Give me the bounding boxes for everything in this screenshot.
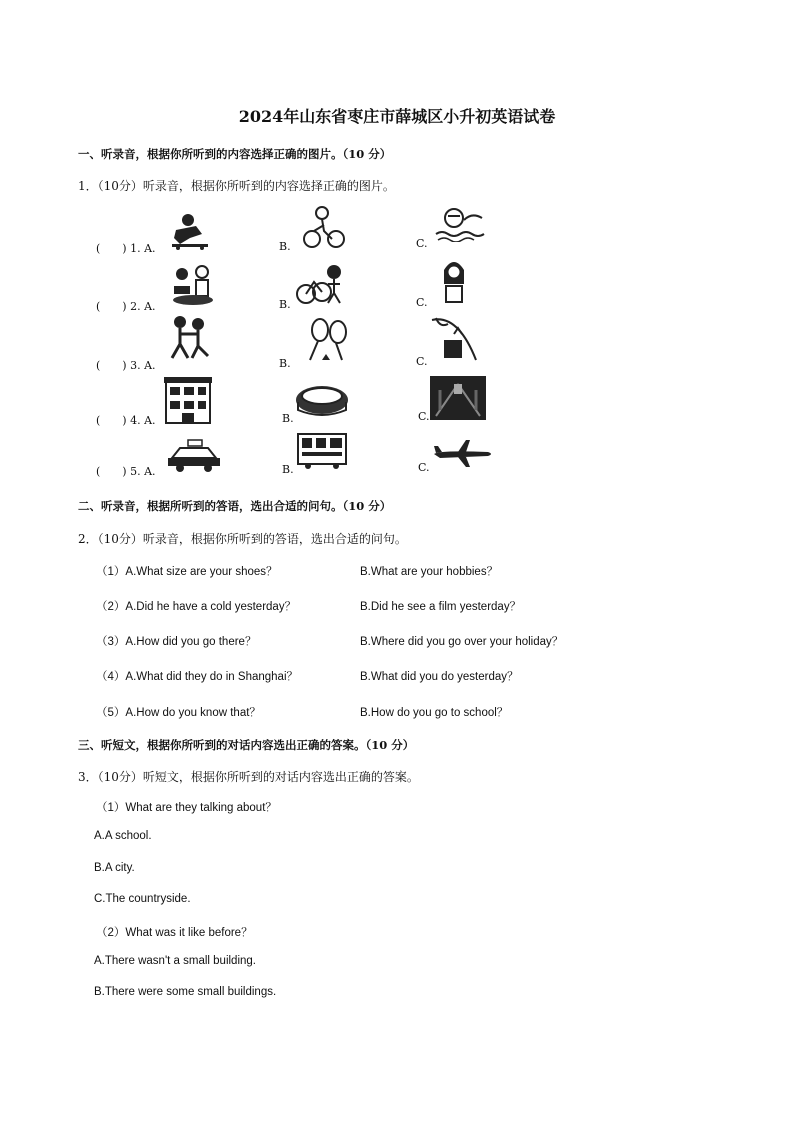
- row-4-option-c: C.: [418, 410, 430, 423]
- q2-item-3-option-b: B.Where did you go over your holiday？: [360, 636, 564, 648]
- q3-sub-1-option-a: A.A school.: [94, 830, 152, 842]
- row-4-option-b: B.: [282, 412, 294, 425]
- section-1-heading: 一、听录音，根据你所听到的内容选择正确的图片。（10 分）: [78, 147, 392, 161]
- q2-item-5-option-b: B.How do you go to school？: [360, 707, 509, 719]
- section-2-heading: 二、听录音，根据所听到的答语，选出合适的问句。（10 分）: [78, 499, 392, 513]
- bus-icon: [296, 432, 348, 470]
- swimmer-icon: [434, 206, 490, 242]
- row-2-option-b: B.: [279, 298, 291, 311]
- q2-item-4-option-b: B.What did you do yesterday？: [360, 671, 519, 683]
- boy-with-bicycle-icon: [294, 262, 346, 306]
- q2-item-2-option-b: B.Did he see a film yesterday？: [360, 601, 522, 613]
- dancing-children-icon: [164, 314, 212, 364]
- q3-sub-2-option-a: A.There wasn't a small building.: [94, 955, 256, 967]
- row-5-option-c: C.: [418, 461, 430, 474]
- girl-portrait-icon: [440, 256, 468, 304]
- q3-sub-1-option-b: B.A city.: [94, 862, 135, 874]
- q2-item-3-option-a: （3）A.How did you go there？: [96, 636, 257, 648]
- row-2-label: ( ) 2. A.: [96, 300, 156, 313]
- stadium-icon: [294, 378, 350, 418]
- fishing-icon: [428, 314, 480, 364]
- row-3-option-b: B.: [279, 357, 291, 370]
- page-title: 2024年山东省枣庄市薛城区小升初英语试卷: [238, 107, 556, 126]
- q2-item-2-option-a: （2）A.Did he have a cold yesterday？: [96, 601, 297, 613]
- row-1-option-b: B.: [279, 240, 291, 253]
- bicycle-rider-icon: [302, 205, 346, 249]
- q2-item-5-option-a: （5）A.How do you know that？: [96, 707, 261, 719]
- badminton-rackets-icon: [302, 316, 352, 364]
- q2-item-4-option-a: （4）A.What did they do in Shanghai？: [96, 671, 299, 683]
- row-1-option-c: C.: [416, 237, 428, 250]
- question-3-stem: 3．（10分）听短文，根据你所听到的对话内容选出正确的答案。: [78, 770, 419, 784]
- q2-item-1-option-b: B.What are your hobbies？: [360, 566, 499, 578]
- row-5-option-b: B.: [282, 463, 294, 476]
- row-1-label: ( ) 1. A.: [96, 242, 156, 255]
- row-5-label: ( ) 5. A.: [96, 465, 156, 478]
- row-2-option-c: C.: [416, 296, 428, 309]
- q3-sub-1-question: （1）What are they talking about？: [96, 802, 277, 814]
- taxi-icon: [166, 438, 222, 472]
- building-icon: [162, 373, 214, 425]
- q3-sub-2-option-b: B.There were some small buildings.: [94, 986, 277, 998]
- q2-item-1-option-a: （1）A.What size are your shoes？: [96, 566, 278, 578]
- skateboarding-boy-icon: [166, 212, 214, 250]
- section-3-heading: 三、听短文，根据你所听到的对话内容选出正确的答案。（10 分）: [78, 738, 415, 752]
- row-3-option-c: C.: [416, 355, 428, 368]
- question-2-stem: 2．（10分）听录音，根据你所听到的答语，选出合适的问句。: [78, 532, 407, 546]
- library-hall-icon: [430, 376, 486, 420]
- row-3-label: ( ) 3. A.: [96, 359, 156, 372]
- reading-people-icon: [170, 264, 216, 306]
- row-4-label: ( ) 4. A.: [96, 414, 156, 427]
- question-1-stem: 1．（10分）听录音，根据你所听到的内容选择正确的图片。: [78, 179, 395, 193]
- q3-sub-1-option-c: C.The countryside.: [94, 893, 191, 905]
- airplane-icon: [432, 440, 496, 468]
- q3-sub-2-question: （2）What was it like before？: [96, 927, 253, 939]
